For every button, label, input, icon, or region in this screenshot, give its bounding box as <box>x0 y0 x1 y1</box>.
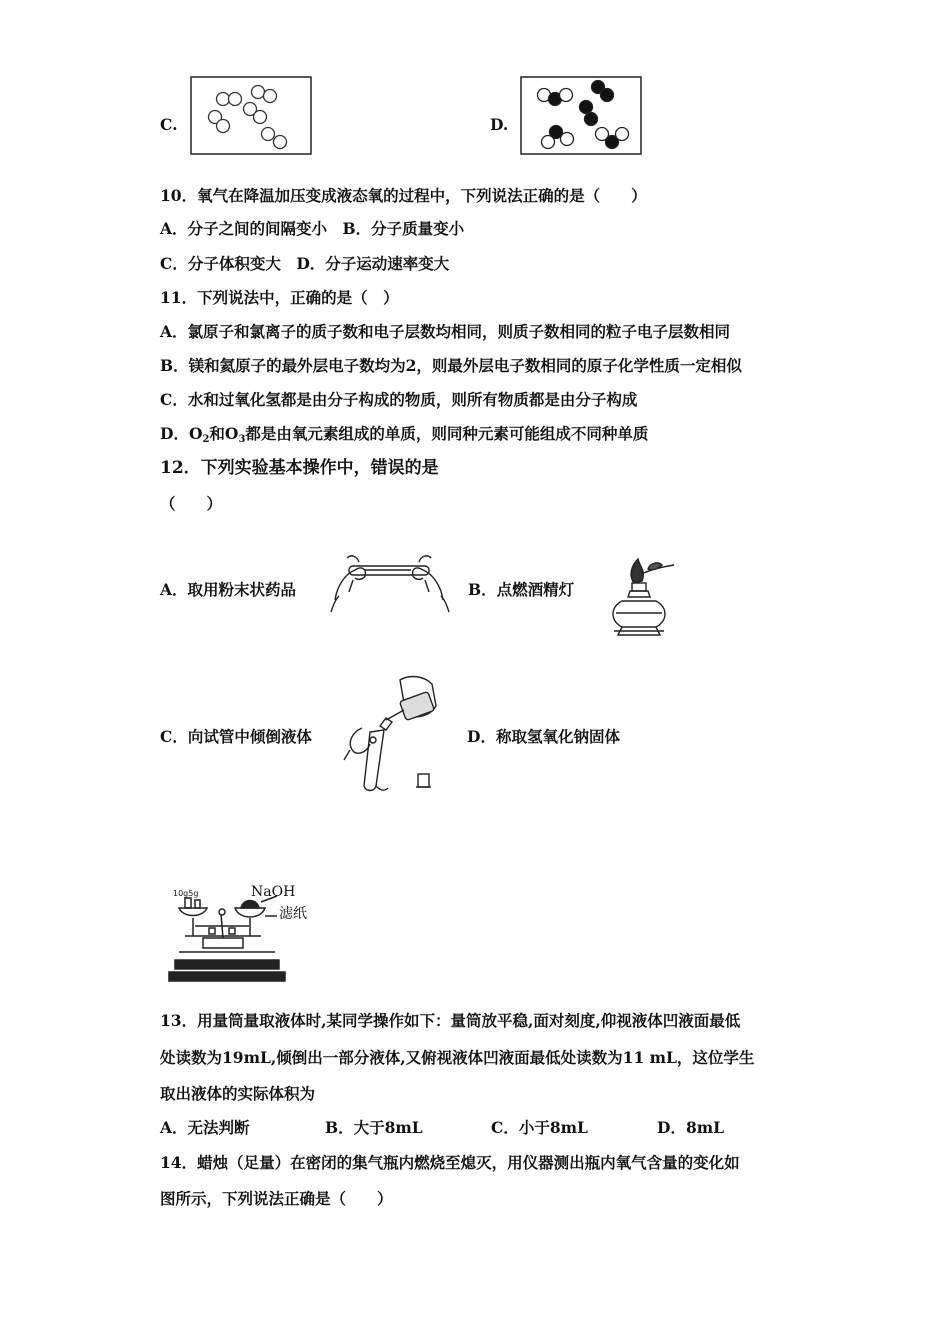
q12-stem: 12．下列实验基本操作中，错误的是 <box>160 458 439 478</box>
q12-option-c: C．向试管中倾倒液体 <box>160 727 312 746</box>
naoh-label: NaOH <box>251 884 296 900</box>
option-c-label: C. <box>160 115 178 134</box>
powder-handling-illustration <box>325 550 455 615</box>
q13-option-d: D．8mL <box>657 1118 725 1137</box>
option-d-label: D. <box>490 115 509 134</box>
alcohol-lamp-illustration <box>600 555 680 640</box>
q10-options-line2: C．分子体积变大 D．分子运动速率变大 <box>160 254 450 273</box>
molecule-diagram-c <box>190 76 312 155</box>
q11-stem: 11．下列说法中，正确的是（ ） <box>160 288 399 307</box>
q11-option-c: C．水和过氧化氢都是由分子构成的物质，则所有物质都是由分子构成 <box>160 390 638 409</box>
q12-option-a: A．取用粉末状药品 <box>160 580 297 599</box>
q11-option-d: D．$O_2$和$O_3$都是由氧元素组成的单质，则同种元素可能组成不同种单质 <box>160 424 649 445</box>
weight-label: 10g5g <box>173 889 199 898</box>
q14-line2: 图所示，下列说法正确是（ ） <box>160 1189 393 1208</box>
q13-option-b: B．大于8mL <box>325 1118 423 1137</box>
q10-stem: 10．氧气在降温加压变成液态氧的过程中，下列说法正确的是（ ） <box>160 186 647 205</box>
q13-line3: 取出液体的实际体积为 <box>160 1084 316 1103</box>
balance-naoh-illustration <box>165 880 335 985</box>
q12-option-b: B．点燃酒精灯 <box>468 580 575 599</box>
q13-line2: 处读数为19mL,倾倒出一部分液体,又俯视液体凹液面最低处读数为11 mL，这位学生 <box>160 1048 755 1067</box>
q11-option-a: A．氯原子和氯离子的质子数和电子层数均相同，则质子数相同的粒子电子层数相同 <box>160 322 731 341</box>
q12-option-d: D．称取氢氧化钠固体 <box>467 727 620 746</box>
pouring-liquid-illustration <box>340 670 450 795</box>
q14-line1: 14．蜡烛（足量）在密闭的集气瓶内燃烧至熄灭，用仪器测出瓶内氧气含量的变化如 <box>160 1153 740 1172</box>
molecule-diagram-d <box>520 76 642 155</box>
filter-paper-label: 滤纸 <box>279 906 307 922</box>
q10-options-line1: A．分子之间的间隔变小 B．分子质量变小 <box>160 219 465 238</box>
q11-option-b: B．镁和氦原子的最外层电子数均为2，则最外层电子数相同的原子化学性质一定相似 <box>160 356 742 375</box>
q13-option-a: A．无法判断 <box>160 1118 250 1137</box>
q13-line1: 13．用量筒量取液体时,某同学操作如下：量筒放平稳,面对刻度,仰视液体凹液面最低 <box>160 1011 741 1030</box>
q13-option-c: C．小于8mL <box>491 1118 588 1137</box>
q12-paren: （ ） <box>160 494 223 513</box>
